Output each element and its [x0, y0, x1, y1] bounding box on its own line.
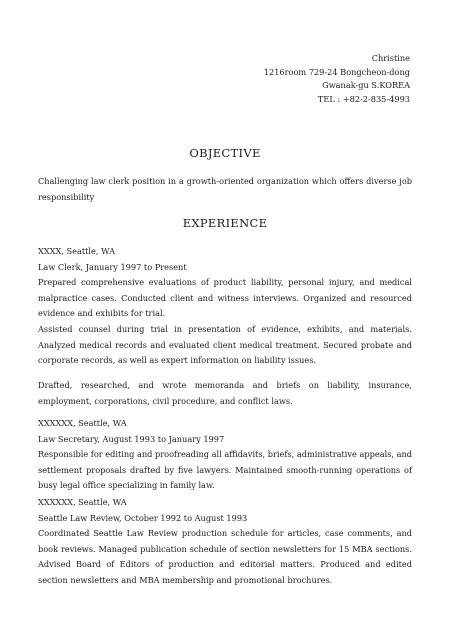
experience-heading: EXPERIENCE [182, 216, 268, 230]
position-3: Seattle Law Review, October 1992 to August 1993 [38, 512, 248, 523]
experience-entry-2 [38, 416, 412, 494]
position-2: Law Secretary, August 1993 to January 1997 [38, 433, 225, 444]
employer-3: XXXXXX, Seattle, WA [38, 497, 127, 507]
contact-address-line-2: Gwanak-gu S.KOREA [322, 80, 410, 91]
contact-phone: TEL : +82-2-835-4993 [317, 93, 410, 104]
contact-header [264, 52, 410, 106]
objective-heading: OBJECTIVE [189, 146, 261, 160]
description-1: Prepared comprehensive evaluations of product liability, personal injury, and medical malpractice cases. Conducted client and witness interviews. Organized and resourced evidence and exhibits for trial. [38, 277, 412, 318]
objective-text: Challenging law clerk position in a growth-oriented organization which offers diverse job responsibility [38, 176, 412, 202]
employer-2: XXXXXX, Seattle, WA [38, 418, 127, 428]
experience-paragraph-2: Assisted counsel during trial in presentation of evidence, exhibits, and materials. Analyzed medical records and evaluated client medical treatment. Secured probate and corporate records, as well as expert information on liability issues. [38, 324, 412, 365]
contact-name: Christine [371, 53, 410, 63]
experience-entry-1 [38, 244, 412, 322]
contact-address-line-1: 1216room 729-24 Bongcheon-dong [263, 66, 410, 77]
experience-paragraph-3: Drafted, researched, and wrote memoranda and briefs on liability, insurance, employment, corporations, civil procedure, and conflict laws. [38, 380, 412, 406]
description-3: Coordinated Seattle Law Review production schedule for articles, case comments, and book reviews. Managed publication schedule of section newsletters for 15 MBA sections. Advised Board of Editors of production and editorial matters. Produced and edited section newsletters and MBA membership and promotional brochures. [38, 528, 412, 585]
employer-1: XXXX, Seattle, WA [38, 246, 116, 256]
description-2: Responsible for editing and proofreading all affidavits, briefs, administrative appeals, and settlement proposals drafted by five lawyers. Maintained smooth-running operations of busy legal office specializing in family law. [38, 449, 412, 490]
experience-entry-3 [38, 495, 412, 588]
position-1: Law Clerk, January 1997 to Present [38, 261, 187, 272]
